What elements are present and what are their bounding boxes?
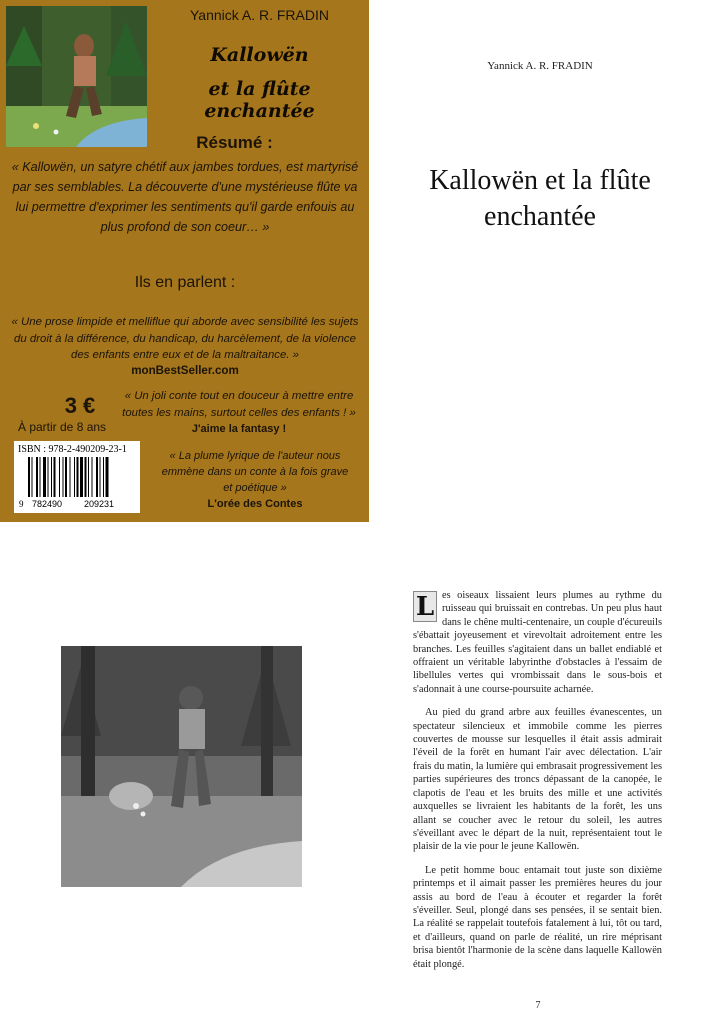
isbn-barcode [14,441,140,513]
review-source-2: J'aime la fantasy ! [191,423,287,435]
title-page-author: Yannick A. R. FRADIN [487,60,593,72]
story-paragraph-2: Au pied du grand arbre aux feuilles évanescentes, un spectateur silencieux et immobile comme les pierres couvertes de mousse sur lesquelles il était assis admirait l'éveil de la forêt en humant l'air avec délectation. L'air frais du matin, la lumière qui embrasait progressivement les parties supérieures des troncs dépassant de la canopée, le clapotis de l'eau et les bruits des mille et une activités auxquelles se livraient les habitants de la forêt, les uns allant se coucher avec le retour du soleil, les autres s'éveillant avec le départ de la nuit, représentaient tout le plaisir de la vie pour le jeune Kallowën. [413,707,663,853]
interior-illustration [61,646,302,887]
reviews-heading: Ils en parlent : [134,274,236,291]
title-page-title: Kallowën et la flûte enchantée [429,165,651,232]
cover-title-line-2: et la flûte enchantée [204,78,315,122]
review-quote-3: « La plume lyrique de l'auteur nous emmène dans un conte à la fois grave et poétique » [161,450,349,494]
barcode-image [18,457,136,509]
barcode-first-digit: 9 [19,499,24,509]
story-paragraph-3: Le petit homme bouc entamait tout juste son dixième printemps et il aimait passer les premières heures du jour assis au bord de l'eau à écouter et regarder la forêt s'éveiller. Seul, plongé dans ses pensées, il se sentait bien. La réalité se rappelait toutefois fatalement à lui, tôt ou tard, et d'ailleurs, quand on parle de réalité, un rire méprisant brisa bientôt l'harmonie de la scène dans laquelle Kallowën était plongé. [413,864,662,970]
summary-text: « Kallowën, un satyre chétif aux jambes tordues, est martyrisé par ses semblables. La découverte d'une mystérieuse flûte va lui permettre d'exprimer les sentiments qu'il garde enfouis au plus profond de son coeur… » [11,160,359,234]
review-source-1: monBestSeller.com [131,364,239,377]
barcode-digits-left: 782490 [32,499,63,509]
barcode-digits-right: 209231 [84,499,115,509]
review-quote-2: « Un joli conte tout en douceur à mettre entre toutes les mains, surtout celles des enfants ! » [122,390,356,419]
age-label: À partir de 8 ans [18,420,107,434]
summary-heading: Résumé : [196,133,273,152]
cover-author: Yannick A. R. FRADIN [189,7,329,23]
drop-cap-letter: L [413,591,437,622]
cover-title-line-1: Kallowën [210,44,309,66]
page-number: 7 [535,1000,541,1011]
cover-illustration [6,6,147,147]
story-text [413,589,662,981]
review-source-3: L'orée des Contes [207,498,303,510]
isbn-number: ISBN : 978-2-490209-23-1 [18,444,127,455]
review-quote-1: « Une prose limpide et melliflue qui aborde avec sensibilité les sujets du droit à la différence, du handicap, du harcèlement, de la violence des enfants entre eux et de la maltraitance. » [11,316,359,361]
back-cover [0,0,369,522]
price-label: 3 € [64,393,96,418]
story-paragraph-1: L es oiseaux lissaient leurs plumes au rythme du ruisseau qui bruissait en contrebas. Un peu plus haut dans le chêne multi-centenaire, un couple d'écureuils s'ébattait joyeusement et virevoltait adroitement entre les branches. Les feuilles s'agitaient dans un ballet endiablé et offraient un véritable labyrinthe d'obstacles à l'essaim de libellules vertes qui vrombissait dans le sous-bois et s'adonnait à une course-poursuite acharnée. [413,590,662,695]
